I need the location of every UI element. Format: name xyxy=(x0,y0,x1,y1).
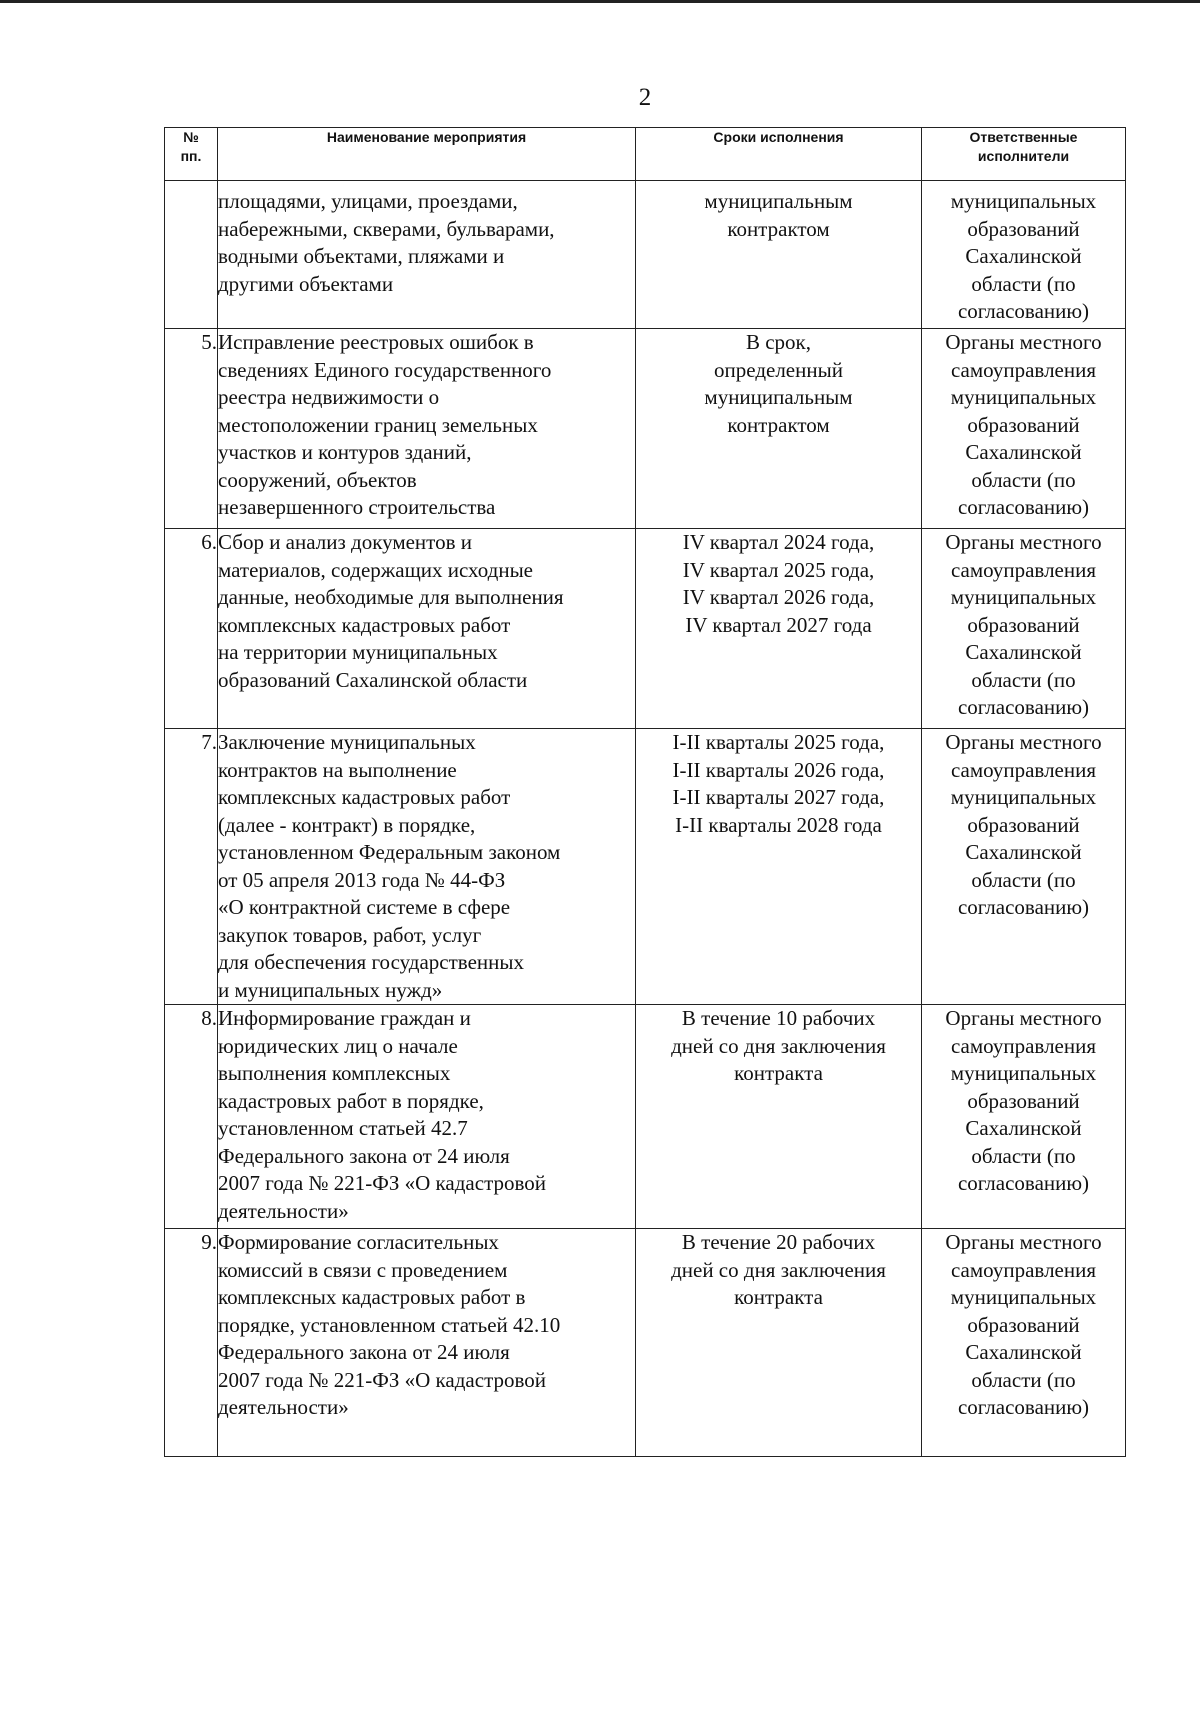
deadline-line: I-II кварталы 2026 года, xyxy=(672,757,885,782)
activity-name-line: 2007 года № 221-ФЗ «О кадастровой xyxy=(218,1171,547,1195)
deadline-cell xyxy=(636,1005,922,1229)
activity-name-line: Федерального закона от 24 июля xyxy=(218,1340,510,1364)
row-number-cell: 6. xyxy=(165,529,218,729)
deadline-line: IV квартал 2025 года, xyxy=(682,557,875,582)
table-body xyxy=(165,181,1126,1457)
activity-name-line: образований Сахалинской области xyxy=(218,667,528,692)
activity-name-cell xyxy=(218,529,636,729)
activity-name-line: юридических лиц о начале xyxy=(218,1033,458,1058)
activity-name-line: Информирование граждан и xyxy=(218,1006,471,1030)
responsible-line: согласованию) xyxy=(957,1395,1090,1419)
deadline-cell xyxy=(636,1229,922,1457)
deadline-line: IV квартал 2024 года, xyxy=(682,530,875,554)
responsible-line: области (по xyxy=(971,271,1076,296)
header-number: № пп. xyxy=(165,128,218,181)
activity-name-line: материалов, содержащих исходные xyxy=(218,557,533,582)
table-row xyxy=(165,529,1126,729)
responsible-cell xyxy=(922,329,1126,529)
responsible-line: муниципальных xyxy=(950,1285,1097,1309)
deadline-cell xyxy=(636,329,922,529)
responsible-line: самоуправления xyxy=(950,557,1097,582)
activity-name-cell xyxy=(218,729,636,1005)
activity-name-line: Формирование согласительных xyxy=(218,1230,499,1254)
activity-name-line: площадями, улицами, проездами, xyxy=(218,189,518,213)
responsible-line: образований xyxy=(967,1312,1080,1337)
deadline-line: дней со дня заключения xyxy=(671,1257,886,1282)
activity-name-line: 2007 года № 221-ФЗ «О кадастровой xyxy=(218,1367,547,1392)
responsible-line: области (по xyxy=(971,1367,1076,1392)
responsible-line: согласованию) xyxy=(957,299,1090,323)
responsible-cell xyxy=(922,529,1126,729)
responsible-cell xyxy=(922,181,1126,329)
row-number-cell: 8. xyxy=(165,1005,218,1229)
deadline-line: контрактом xyxy=(727,216,830,241)
deadline-line: определенный xyxy=(714,357,843,382)
responsible-line: согласованию) xyxy=(957,1171,1090,1195)
responsible-line: области (по xyxy=(971,467,1076,492)
activity-name-line: контрактов на выполнение xyxy=(218,757,457,782)
responsible-cell xyxy=(922,1229,1126,1457)
responsible-line: Сахалинской xyxy=(965,440,1082,464)
row-number-cell: 7. xyxy=(165,729,218,1005)
responsible-line: муниципальных xyxy=(950,189,1097,213)
responsible-line: образований xyxy=(967,812,1080,837)
activity-name-line: комплексных кадастровых работ xyxy=(218,612,511,637)
responsible-line: согласованию) xyxy=(957,695,1090,719)
activity-name-cell xyxy=(218,1229,636,1457)
deadline-line: В срок, xyxy=(745,330,812,354)
activity-name-line: водными объектами, пляжами и xyxy=(218,244,505,268)
activity-name-line: установленном Федеральным законом xyxy=(218,840,561,864)
responsible-line: согласованию) xyxy=(957,495,1090,519)
activity-name-line: «О контрактной системе в сфере xyxy=(218,895,511,919)
responsible-line: Органы местного xyxy=(945,730,1102,754)
activity-name-line: от 05 апреля 2013 года № 44-ФЗ xyxy=(218,867,506,892)
table-row xyxy=(165,329,1126,529)
deadline-line: I-II кварталы 2027 года, xyxy=(672,785,885,809)
activity-name-line: на территории муниципальных xyxy=(218,640,498,664)
deadline-cell xyxy=(636,529,922,729)
activity-name-cell xyxy=(218,181,636,329)
responsible-line: муниципальных xyxy=(950,385,1097,409)
table-row xyxy=(165,1229,1126,1457)
responsible-line: Органы местного xyxy=(945,530,1102,554)
activity-name-line: кадастровых работ в порядке, xyxy=(218,1088,484,1113)
row-number-cell: 9. xyxy=(165,1229,218,1457)
responsible-cell xyxy=(922,1005,1126,1229)
deadline-cell xyxy=(636,181,922,329)
activity-name-line: и муниципальных нужд» xyxy=(218,977,443,1002)
deadline-line: В течение 10 рабочих xyxy=(681,1006,876,1030)
activity-name-line: (далее - контракт) в порядке, xyxy=(218,812,476,837)
activity-name-line: порядке, установленном статьей 42.10 xyxy=(218,1312,561,1337)
activity-name-cell xyxy=(218,1005,636,1229)
activity-name-line: деятельности» xyxy=(218,1198,349,1223)
deadline-line: В течение 20 рабочих xyxy=(681,1230,876,1254)
responsible-line: муниципальных xyxy=(950,785,1097,809)
activity-name-line: участков и контуров зданий, xyxy=(218,440,472,464)
responsible-line: Сахалинской xyxy=(965,640,1082,664)
responsible-line: самоуправления xyxy=(950,1257,1097,1282)
responsible-line: области (по xyxy=(971,867,1076,892)
table-row xyxy=(165,1005,1126,1229)
responsible-line: образований xyxy=(967,612,1080,637)
responsible-cell xyxy=(922,729,1126,1005)
activity-name-line: комплексных кадастровых работ xyxy=(218,785,511,809)
deadline-line: муниципальным xyxy=(704,385,853,409)
activity-name-line: деятельности» xyxy=(218,1395,349,1419)
deadline-line: контракта xyxy=(734,1285,823,1309)
deadline-line: муниципальным xyxy=(704,189,853,213)
activity-name-line: выполнения комплексных xyxy=(218,1061,451,1085)
table-row xyxy=(165,729,1126,1005)
responsible-line: самоуправления xyxy=(950,357,1097,382)
deadline-line: I-II кварталы 2028 года xyxy=(675,812,882,837)
activity-name-line: Заключение муниципальных xyxy=(218,730,476,754)
deadline-line: контрактом xyxy=(727,412,830,437)
row-number-cell: 5. xyxy=(165,329,218,529)
activity-name-line: закупок товаров, работ, услуг xyxy=(218,922,482,947)
header-responsible: Ответственные исполнители xyxy=(922,128,1126,181)
table-row xyxy=(165,181,1126,329)
responsible-line: Сахалинской xyxy=(965,840,1082,864)
responsible-line: области (по xyxy=(971,1143,1076,1168)
responsible-line: муниципальных xyxy=(950,585,1097,609)
scan-top-edge xyxy=(0,0,1200,3)
responsible-line: согласованию) xyxy=(957,895,1090,919)
deadline-line: IV квартал 2026 года, xyxy=(682,585,875,609)
activity-name-line: для обеспечения государственных xyxy=(218,950,524,974)
deadline-line: дней со дня заключения xyxy=(671,1033,886,1058)
page-number: 2 xyxy=(638,84,652,111)
activity-name-line: сведениях Единого государственного xyxy=(218,357,552,382)
activity-name-line: набережными, скверами, бульварами, xyxy=(218,216,555,241)
activity-name-line: Сбор и анализ документов и xyxy=(218,530,472,554)
responsible-line: области (по xyxy=(971,667,1076,692)
activities-table xyxy=(164,127,1126,1457)
table-header xyxy=(165,128,1126,181)
activity-name-line: другими объектами xyxy=(218,271,394,296)
responsible-line: Органы местного xyxy=(945,1230,1102,1254)
activity-name-line: Федерального закона от 24 июля xyxy=(218,1143,510,1168)
responsible-line: образований xyxy=(967,412,1080,437)
responsible-line: самоуправления xyxy=(950,1033,1097,1058)
responsible-line: Сахалинской xyxy=(965,1340,1082,1364)
activity-name-cell xyxy=(218,329,636,529)
activity-name-line: установленном статьей 42.7 xyxy=(218,1116,468,1140)
header-deadline: Сроки исполнения xyxy=(636,128,922,181)
responsible-line: образований xyxy=(967,1088,1080,1113)
responsible-line: Органы местного xyxy=(945,330,1102,354)
deadline-line: IV квартал 2027 года xyxy=(685,612,872,637)
row-number-cell xyxy=(165,181,218,329)
deadline-line: контракта xyxy=(734,1061,823,1085)
activity-name-line: незавершенного строительства xyxy=(218,495,496,519)
activity-name-line: комиссий в связи с проведением xyxy=(218,1257,508,1282)
responsible-line: образований xyxy=(967,216,1080,241)
deadline-line: I-II кварталы 2025 года, xyxy=(672,730,885,754)
activity-name-line: Исправление реестровых ошибок в xyxy=(218,330,534,354)
responsible-line: Сахалинской xyxy=(965,244,1082,268)
deadline-cell xyxy=(636,729,922,1005)
activity-name-line: реестра недвижимости о xyxy=(218,385,440,409)
activity-name-line: местоположении границ земельных xyxy=(218,412,538,437)
header-activity-name: Наименование мероприятия xyxy=(218,128,636,181)
activity-name-line: сооружений, объектов xyxy=(218,467,417,492)
responsible-line: муниципальных xyxy=(950,1061,1097,1085)
responsible-line: самоуправления xyxy=(950,757,1097,782)
responsible-line: Органы местного xyxy=(945,1006,1102,1030)
activity-name-line: данные, необходимые для выполнения xyxy=(218,585,564,609)
activity-name-line: комплексных кадастровых работ в xyxy=(218,1285,526,1309)
responsible-line: Сахалинской xyxy=(965,1116,1082,1140)
